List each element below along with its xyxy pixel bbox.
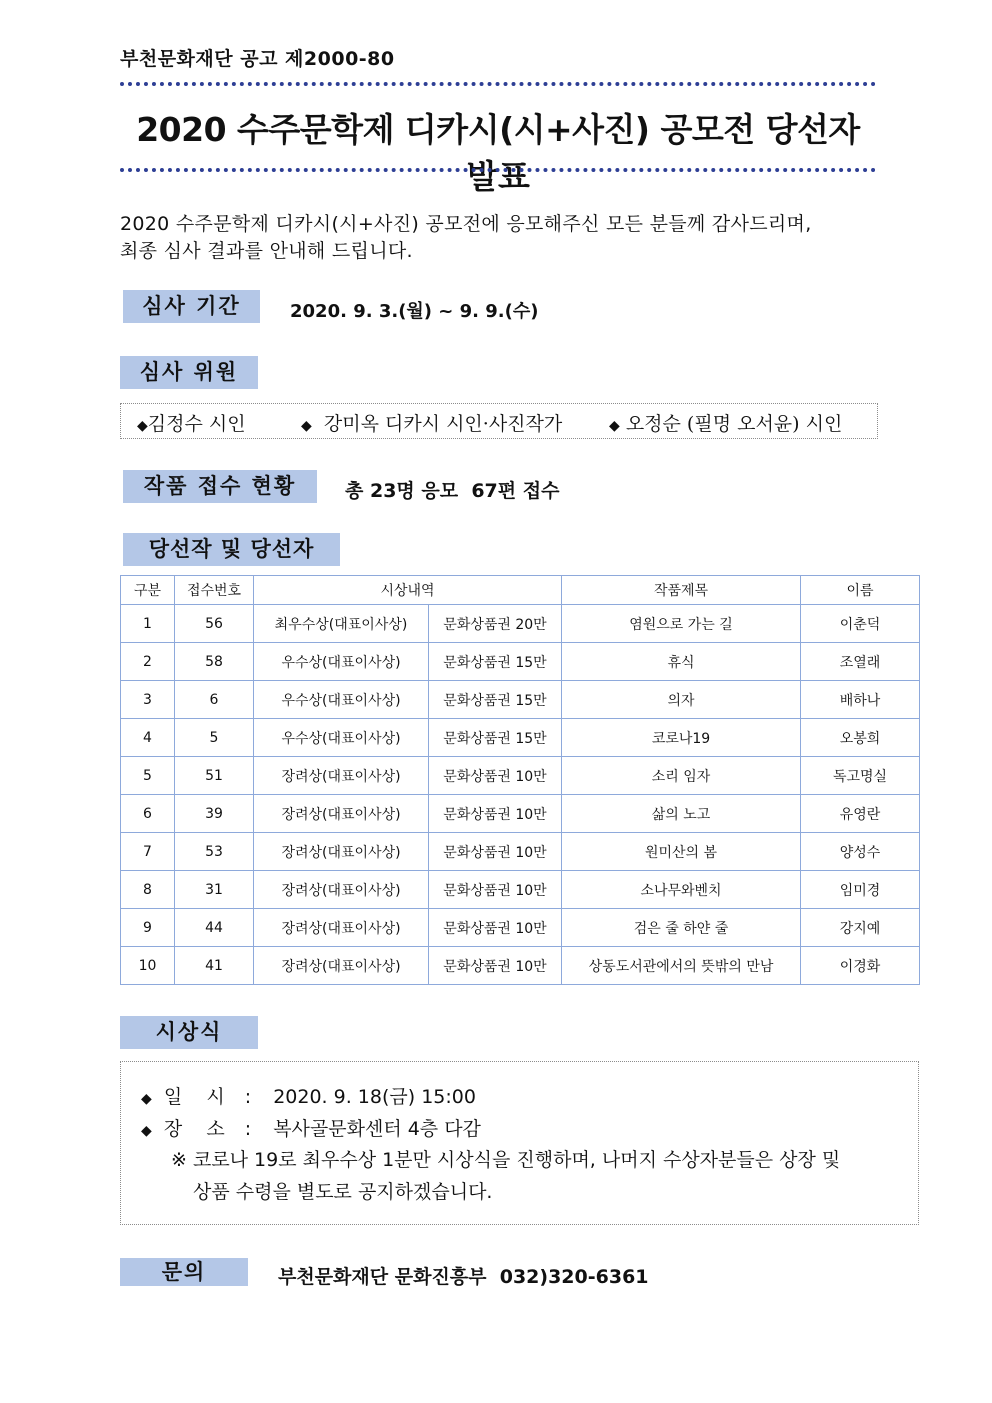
ceremony-place-label: 장 소 [163,1118,225,1140]
winners-table [120,575,920,985]
table-row [121,947,920,985]
table-row [121,719,920,757]
table-cell: 코로나19 [562,719,801,757]
table-cell: 상동도서관에서의 뜻밖의 만남 [562,947,801,985]
contact-value: 부천문화재단 문화진흥부 032)320-6361 [278,1266,649,1288]
judge-name: 강미옥 디카시 시인·사진작가 [323,413,563,435]
table-cell: 양성수 [801,833,920,871]
judge-name: 오정순 (필명 오서윤) 시인 [625,413,843,435]
table-cell: 우수상(대표이사상) [254,643,429,681]
table-cell: 장려상(대표이사상) [254,909,429,947]
table-cell: 장려상(대표이사상) [254,795,429,833]
table-cell: 염원으로 가는 길 [562,605,801,643]
review-period-label: 심사 기간 [123,290,260,323]
table-cell: 5 [175,719,254,757]
table-cell: 56 [175,605,254,643]
winners-label: 당선작 및 당선자 [123,533,340,566]
table-cell: 장려상(대표이사상) [254,833,429,871]
table-cell: 6 [121,795,175,833]
table-cell: 배하나 [801,681,920,719]
table-cell: 41 [175,947,254,985]
table-cell: 의자 [562,681,801,719]
table-cell: 유영란 [801,795,920,833]
table-cell: 문화상품권 15만 [429,643,562,681]
table-cell: 8 [121,871,175,909]
table-cell: 39 [175,795,254,833]
table-cell: 53 [175,833,254,871]
table-cell: 우수상(대표이사상) [254,681,429,719]
table-cell: 문화상품권 10만 [429,833,562,871]
ceremony-label: 시상식 [120,1016,258,1049]
separator: : [244,1086,252,1108]
table-row [121,681,920,719]
ceremony-date-line [141,1082,476,1109]
table-cell: 31 [175,871,254,909]
table-cell: 10 [121,947,175,985]
table-cell: 문화상품권 10만 [429,871,562,909]
table-cell: 강지예 [801,909,920,947]
table-row [121,871,920,909]
contact-label: 문의 [120,1258,248,1286]
column-header: 이름 [801,576,920,605]
table-cell: 삶의 노고 [562,795,801,833]
diamond-bullet-icon: ◆ [301,418,312,434]
column-header: 구분 [121,576,175,605]
review-period-value: 2020. 9. 3.(월) ~ 9. 9.(수) [290,301,539,322]
table-cell: 1 [121,605,175,643]
judge-item [137,409,246,436]
diamond-bullet-icon: ◆ [609,418,620,434]
table-cell: 우수상(대표이사상) [254,719,429,757]
table-cell: 44 [175,909,254,947]
table-cell: 임미경 [801,871,920,909]
table-cell: 문화상품권 10만 [429,795,562,833]
table-cell: 이춘덕 [801,605,920,643]
judges-box [120,403,878,439]
column-header: 작품제목 [562,576,801,605]
judge-item [301,409,562,436]
ceremony-date-value: 2020. 9. 18(금) 15:00 [273,1086,476,1108]
judge-name: 김정수 시인 [147,413,246,435]
dotted-divider-bottom [120,168,876,172]
table-cell: 문화상품권 15만 [429,681,562,719]
table-cell: 3 [121,681,175,719]
table-cell: 문화상품권 20만 [429,605,562,643]
dotted-divider-top [120,82,876,86]
ceremony-date-label: 일 시 [163,1086,225,1108]
table-cell: 원미산의 봄 [562,833,801,871]
table-cell: 이경화 [801,947,920,985]
table-header-row [121,576,920,605]
ceremony-note [171,1144,911,1208]
diamond-bullet-icon: ◆ [141,1123,152,1139]
table-cell: 오봉희 [801,719,920,757]
table-row [121,795,920,833]
table-cell: 문화상품권 10만 [429,909,562,947]
diamond-bullet-icon: ◆ [141,1091,152,1107]
table-cell: 소나무와벤치 [562,871,801,909]
submission-status-value: 총 23명 응모 67편 접수 [345,480,560,502]
table-cell: 6 [175,681,254,719]
table-cell: 독고명실 [801,757,920,795]
table-cell: 문화상품권 10만 [429,947,562,985]
ceremony-note-line-2: 상품 수령을 별도로 공지하겠습니다. [193,1181,493,1203]
table-cell: 2 [121,643,175,681]
table-cell: 장려상(대표이사상) [254,947,429,985]
table-row [121,605,920,643]
ceremony-box [120,1061,919,1225]
table-cell: 검은 줄 하얀 줄 [562,909,801,947]
table-cell: 58 [175,643,254,681]
table-row [121,643,920,681]
separator: : [244,1118,252,1140]
table-cell: 5 [121,757,175,795]
submission-status-label: 작품 접수 현황 [123,470,317,503]
table-cell: 9 [121,909,175,947]
ceremony-place-line [141,1114,481,1141]
intro-line-1: 2020 수주문학제 디카시(시+사진) 공모전에 응모해주신 모든 분들께 감사드리며, [120,213,812,235]
column-header: 접수번호 [175,576,254,605]
table-cell: 조열래 [801,643,920,681]
table-row [121,833,920,871]
table-row [121,909,920,947]
column-header: 시상내역 [254,576,562,605]
table-cell: 소리 임자 [562,757,801,795]
judges-label: 심사 위원 [120,356,258,389]
notice-number: 부천문화재단 공고 제2000-80 [120,48,395,70]
judge-item [609,409,842,436]
table-cell: 4 [121,719,175,757]
table-cell: 문화상품권 15만 [429,719,562,757]
table-cell: 장려상(대표이사상) [254,757,429,795]
table-cell: 장려상(대표이사상) [254,871,429,909]
ceremony-note-line-1: ※ 코로나 19로 최우수상 1분만 시상식을 진행하며, 나머지 수상자분들은 상장 및 [171,1149,841,1171]
table-cell: 7 [121,833,175,871]
table-cell: 최우수상(대표이사상) [254,605,429,643]
intro-paragraph [120,211,877,265]
table-row [121,757,920,795]
table-cell: 51 [175,757,254,795]
intro-line-2: 최종 심사 결과를 안내해 드립니다. [120,240,413,262]
table-cell: 휴식 [562,643,801,681]
ceremony-place-value: 복사골문화센터 4층 다감 [273,1118,481,1140]
diamond-bullet-icon: ◆ [137,418,148,434]
page-title: 2020 수주문학제 디카시(시+사진) 공모전 당선자 발표 [136,110,860,196]
table-cell: 문화상품권 10만 [429,757,562,795]
